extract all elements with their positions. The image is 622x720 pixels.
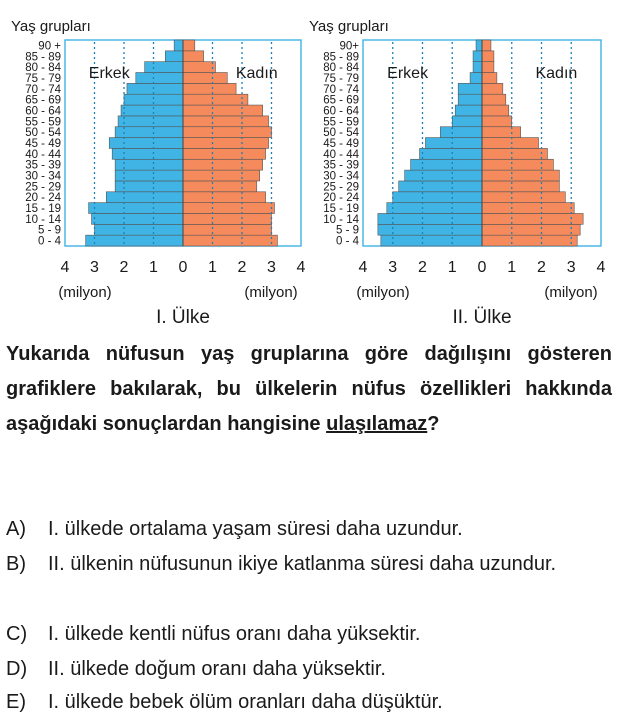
age-tick-label: 45 - 49: [25, 138, 61, 150]
bar-kadin-90+: [482, 40, 491, 51]
option-b-letter: B): [6, 553, 26, 575]
age-tick-label: 50 - 54: [323, 127, 359, 140]
bar-kadin-10-14: [183, 213, 272, 224]
bar-kadin-0-4: [482, 235, 577, 246]
bar-kadin-65-69: [183, 94, 248, 105]
bar-erkek-85-89: [165, 51, 183, 62]
bar-kadin-55-59: [183, 116, 269, 127]
bar-erkek-55-59: [118, 116, 183, 127]
bar-kadin-50-54: [482, 127, 521, 138]
bar-erkek-35-39: [115, 159, 183, 170]
option-e-letter: E): [6, 691, 26, 713]
option-e-text: I. ülkede bebek ölüm oranları daha düşüktür.: [48, 691, 443, 713]
bar-kadin-0-4: [183, 235, 277, 246]
option-e[interactable]: [6, 685, 612, 720]
bar-erkek-45-49: [425, 138, 482, 149]
x-tick-label: 1: [447, 259, 457, 276]
option-a-letter: A): [6, 518, 26, 540]
age-tick-label: 90+: [339, 40, 359, 53]
bar-kadin-70-74: [183, 83, 236, 94]
age-tick-label: 65 - 69: [323, 94, 359, 107]
option-c[interactable]: [6, 617, 612, 652]
x-tick-label: 4: [358, 259, 368, 276]
pyramid-chart-1: [11, 18, 306, 328]
bar-kadin-15-19: [482, 203, 574, 214]
x-tick-label: 1: [149, 259, 158, 276]
age-tick-label: 5 - 9: [335, 224, 359, 237]
question-part-1: Yukarıda nüfusun yaş gruplarına göre dağılışını gösteren grafiklere bakılarak, bu ülkelerin nüfus özellikleri hakkında aşağıdaki sonuçlardan hangisine: [6, 343, 612, 435]
age-tick-label: 65 - 69: [25, 94, 61, 107]
option-a[interactable]: [6, 512, 612, 547]
bar-kadin-5-9: [482, 224, 580, 235]
bar-kadin-45-49: [183, 138, 269, 149]
age-tick-label: 55 - 59: [25, 116, 61, 129]
age-tick-label: 85 - 89: [323, 51, 359, 64]
chart-title: I. Ülke: [156, 307, 210, 328]
age-tick-label: 50 - 54: [25, 127, 61, 140]
age-tick-label: 45 - 49: [323, 138, 359, 150]
bar-kadin-40-44: [482, 148, 547, 159]
age-tick-label: 25 - 29: [323, 181, 359, 194]
population-pyramids: [0, 0, 622, 335]
option-d-text: II. ülkede doğum oranı daha yüksektir.: [48, 658, 386, 680]
x-tick-label: 3: [566, 259, 576, 276]
age-tick-label: 15 - 19: [323, 203, 359, 216]
bar-erkek-30-34: [115, 170, 183, 181]
bar-erkek-0-4: [86, 235, 183, 246]
bar-kadin-80-84: [183, 62, 215, 73]
bar-kadin-20-24: [482, 192, 565, 203]
x-tick-label: 3: [90, 259, 99, 276]
bar-erkek-10-14: [378, 213, 482, 224]
option-c-letter: C): [6, 623, 28, 645]
bar-erkek-35-39: [411, 159, 482, 170]
bar-erkek-60-64: [121, 105, 183, 116]
age-tick-label: 5 - 9: [37, 224, 61, 237]
age-tick-label: 10 - 14: [323, 213, 359, 226]
bar-kadin-60-64: [183, 105, 263, 116]
age-tick-label: 60 - 64: [323, 105, 359, 118]
age-tick-label: 20 - 24: [323, 192, 359, 205]
bar-erkek-75-79: [470, 73, 482, 84]
pyramid-chart-2: [309, 18, 606, 328]
x-tick-label: 4: [296, 259, 306, 276]
bar-erkek-5-9: [95, 224, 184, 235]
option-b-text: II. ülkenin nüfusunun ikiye katlanma süresi daha uzundur.: [48, 553, 557, 575]
bar-erkek-40-44: [112, 148, 183, 159]
x-tick-label: 0: [477, 259, 487, 276]
age-tick-label: 70 - 74: [323, 83, 359, 96]
option-d-letter: D): [6, 658, 28, 680]
bar-erkek-10-14: [92, 213, 183, 224]
bar-erkek-40-44: [420, 148, 482, 159]
age-tick-label: 25 - 29: [25, 181, 61, 194]
x-tick-label: 1: [507, 259, 517, 276]
bar-kadin-85-89: [183, 51, 204, 62]
x-tick-label: 2: [237, 259, 247, 276]
age-tick-label: 0 - 4: [37, 235, 61, 248]
bar-kadin-70-74: [482, 83, 503, 94]
question-underlined-word: ulaşılamaz: [326, 413, 428, 435]
bar-erkek-25-29: [115, 181, 183, 192]
y-axis-title: Yaş grupları: [11, 18, 91, 35]
x-tick-label: 2: [418, 259, 427, 276]
age-tick-label: 70 - 74: [25, 83, 61, 96]
bar-erkek-15-19: [89, 203, 183, 214]
bar-erkek-30-34: [405, 170, 482, 181]
x-tick-label: 2: [119, 259, 129, 276]
bar-erkek-65-69: [458, 94, 482, 105]
age-tick-label: 60 - 64: [25, 105, 61, 118]
x-unit-label-left: (milyon): [356, 284, 410, 301]
bar-erkek-50-54: [115, 127, 183, 138]
bar-kadin-10-14: [482, 213, 583, 224]
series-label-erkek: Erkek: [387, 65, 429, 82]
bar-kadin-20-24: [183, 192, 266, 203]
series-label-kadin: Kadın: [235, 65, 278, 82]
bar-kadin-55-59: [482, 116, 512, 127]
bar-erkek-20-24: [106, 192, 183, 203]
option-d[interactable]: [6, 652, 612, 687]
bar-erkek-55-59: [452, 116, 482, 127]
age-tick-label: 40 - 44: [323, 148, 359, 161]
chart-title: II. Ülke: [452, 307, 512, 328]
bar-kadin-25-29: [183, 181, 257, 192]
bar-kadin-5-9: [183, 224, 272, 235]
y-axis-title: Yaş grupları: [309, 18, 389, 35]
bar-kadin-75-79: [482, 73, 497, 84]
age-tick-label: 55 - 59: [323, 116, 359, 129]
age-tick-label: 75 - 79: [323, 72, 359, 85]
option-a-text: I. ülkede ortalama yaşam süresi daha uzundur.: [48, 518, 463, 540]
series-label-kadin: Kadın: [535, 65, 578, 82]
bar-erkek-80-84: [473, 62, 482, 73]
bar-kadin-25-29: [482, 181, 559, 192]
bar-kadin-80-84: [482, 62, 494, 73]
bar-kadin-30-34: [482, 170, 559, 181]
bar-kadin-60-64: [482, 105, 509, 116]
bar-kadin-15-19: [183, 203, 274, 214]
bar-kadin-50-54: [183, 127, 272, 138]
bar-kadin-35-39: [183, 159, 263, 170]
age-tick-label: 90 +: [38, 40, 61, 53]
x-unit-label-right: (milyon): [544, 284, 598, 301]
bar-erkek-50-54: [440, 127, 482, 138]
bar-erkek-15-19: [387, 203, 482, 214]
age-tick-label: 0 - 4: [335, 235, 359, 248]
bar-erkek-90+: [174, 40, 183, 51]
x-tick-label: 4: [596, 259, 606, 276]
bar-kadin-35-39: [482, 159, 553, 170]
bar-erkek-90+: [476, 40, 482, 51]
question-text: [6, 337, 612, 442]
question-part-2: ?: [427, 413, 440, 435]
bar-kadin-75-79: [183, 73, 227, 84]
bar-erkek-5-9: [378, 224, 482, 235]
age-tick-label: 80 - 84: [323, 62, 359, 75]
age-tick-label: 10 - 14: [25, 213, 61, 226]
option-c-text: I. ülkede kentli nüfus oranı daha yüksektir.: [48, 623, 421, 645]
age-tick-label: 35 - 39: [25, 159, 61, 172]
bar-erkek-70-74: [458, 83, 482, 94]
x-tick-label: 1: [208, 259, 217, 276]
bar-kadin-30-34: [183, 170, 260, 181]
bar-kadin-85-89: [482, 51, 494, 62]
x-tick-label: 4: [60, 259, 70, 276]
series-label-erkek: Erkek: [88, 65, 130, 82]
age-tick-label: 40 - 44: [25, 148, 61, 161]
bar-erkek-80-84: [145, 62, 183, 73]
age-tick-label: 30 - 34: [323, 170, 359, 183]
bar-kadin-45-49: [482, 138, 539, 149]
bar-erkek-70-74: [127, 83, 183, 94]
bar-erkek-85-89: [473, 51, 482, 62]
age-tick-label: 20 - 24: [25, 192, 61, 205]
age-tick-label: 85 - 89: [25, 51, 61, 64]
bar-erkek-0-4: [381, 235, 482, 246]
option-b[interactable]: [6, 547, 612, 617]
bar-erkek-60-64: [455, 105, 482, 116]
bar-erkek-25-29: [399, 181, 482, 192]
x-tick-label: 3: [267, 259, 276, 276]
age-tick-label: 80 - 84: [25, 62, 61, 75]
x-tick-label: 2: [537, 259, 546, 276]
bar-erkek-20-24: [393, 192, 482, 203]
bar-erkek-75-79: [136, 73, 183, 84]
age-tick-label: 35 - 39: [323, 159, 359, 172]
x-unit-label-right: (milyon): [244, 284, 298, 301]
bar-erkek-45-49: [109, 138, 183, 149]
age-tick-label: 15 - 19: [25, 203, 61, 216]
x-unit-label-left: (milyon): [58, 284, 112, 301]
bar-kadin-65-69: [482, 94, 506, 105]
age-tick-label: 75 - 79: [25, 72, 61, 85]
bar-kadin-40-44: [183, 148, 266, 159]
bar-kadin-90+: [183, 40, 195, 51]
age-tick-label: 30 - 34: [25, 170, 61, 183]
x-tick-label: 0: [178, 259, 188, 276]
x-tick-label: 3: [388, 259, 398, 276]
